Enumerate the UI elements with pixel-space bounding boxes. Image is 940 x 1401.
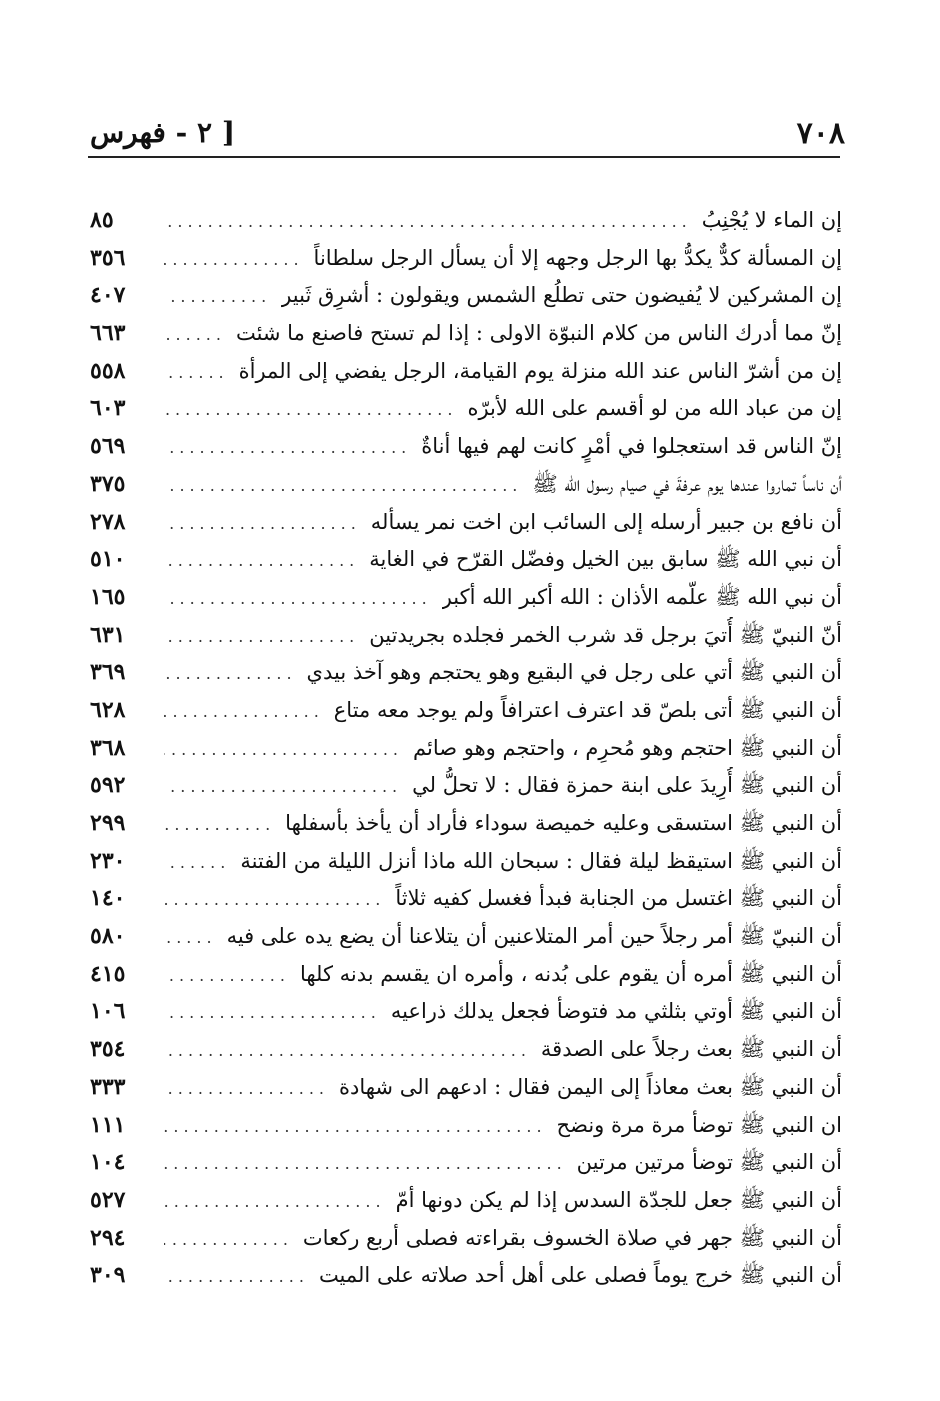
dot-leader [164,1108,547,1146]
entry-text: أن النبي ﷺ بعث معاذاً إلى اليمن فقال : ادعهم الى شهادة [339,1074,842,1099]
index-entry [90,692,842,730]
index-entry [90,918,842,956]
entry-text: أن نبي الله ﷺ علّمه الأذان : الله أكبر الله أكبر [441,584,842,609]
dot-leader [164,768,402,806]
entry-page-number: ٥٢٧ [90,1186,126,1213]
index-entry [90,541,842,579]
entry-text: إن من أشرّ الناس عند الله منزلة يوم القيامة، الرجل يفضي إلى المرأة [238,358,842,383]
index-entry [90,315,842,353]
entry-page-number: ١٠٦ [90,998,126,1025]
entry-text: أن النبيّ ﷺ أمر رجلاً حين أمر المتلاعنين أن يتلاعنا أن يضع يده على فيه [226,924,842,949]
section-title: [ ٢ - فهرس [90,116,236,149]
index-entry [90,1107,842,1145]
entry-page-number: ٥٥٨ [90,357,126,384]
entry-page-number: ١٠٤ [90,1149,126,1176]
entry-page-number: ٥٩٢ [90,772,126,799]
dot-leader [164,1221,293,1259]
index-entry [90,277,842,315]
entry-page-number: ٣٥٤ [90,1036,126,1063]
entry-page-number: ٢٣٠ [90,847,126,874]
entry-page-number: ٣٥٦ [90,244,126,271]
entry-text: أن النبي ﷺ أُرِيدَ على ابنة حمزة فقال : لا تحلُّ لي [412,773,842,798]
dot-leader [164,429,411,467]
index-entry [90,767,842,805]
entry-text: إن من عباد الله من لو أقسم على الله لأبرّه [467,396,842,421]
dot-leader [164,919,217,957]
dot-leader [164,1145,567,1183]
entry-text: أنّ النبيّ ﷺ أُتيَ برجل قد شرب الخمر فجلده بجريدتين [369,622,842,647]
index-entry [90,353,842,391]
entry-page-number: ٣٧٥ [90,470,126,497]
dot-leader [164,731,403,769]
entry-text: أن النبي ﷺ استسقى وعليه خميصة سوداء فأراد أن يأخذ بأسفلها [285,811,842,835]
dot-leader [164,542,359,580]
index-entry [90,730,842,768]
index-entry [90,466,842,504]
entry-text: إنّ مما أدرك الناس من كلام النبوّة الاولى : إذا لم تستح فاصنع ما شئت [235,321,842,346]
dot-leader [164,806,275,844]
entry-text: إن المشركين لا يُفيضون حتى تطلُع الشمس ويقولون : أشرِق ثَبير [281,283,842,308]
dot-leader [164,354,229,392]
index-entry [90,579,842,617]
entry-page-number: ٢٧٨ [90,508,126,535]
dot-leader [164,1183,386,1221]
entry-text: أن النبي ﷺ أوتي بثلثي مد فتوضأ فجعل يدلك ذراعيه [390,999,842,1024]
index-entry [90,1257,842,1295]
entry-text: أن النبي ﷺ استيقظ ليلة فقال : سبحان الله ماذا أنزل الليلة من الفتنة [240,848,842,873]
index-entry [90,1031,842,1069]
entry-text: أن النبي ﷺ بعث رجلاً على الصدقة [540,1037,842,1062]
dot-leader [164,881,385,919]
dot-leader [164,994,381,1032]
index-entry [90,390,842,428]
dot-leader [164,693,324,731]
entry-text: ان النبي ﷺ توضأ مرة مرة ونضح [556,1112,842,1137]
dot-leader [164,278,271,316]
entry-page-number: ١٤٠ [90,885,126,912]
entry-page-number: ٣٠٩ [90,1262,126,1289]
entry-page-number: ٣٦٩ [90,659,126,686]
entry-text: أن النبي ﷺ أمره أن يقوم على بُدنه ، وأمره ان يقسم بدنه كلها [299,961,842,986]
index-entry [90,880,842,918]
entry-text: أن النبي ﷺ احتجم وهو مُحرِم ، واحتجم وهو صائم [413,735,842,760]
entry-page-number: ٢٩٩ [90,810,126,836]
entry-page-number: ٦٦٣ [90,320,126,347]
entry-page-number: ٤٠٧ [90,282,126,309]
entry-page-number: ٦٠٣ [90,395,126,422]
index-entry [90,1220,842,1258]
dot-leader [164,1032,531,1070]
entry-text: أن النبي ﷺ جهر في صلاة الخسوف بقراءته فصلى أربع ركعات [302,1225,842,1250]
index-entry [90,240,842,278]
dot-leader [164,844,230,882]
dot-leader [164,391,457,429]
entry-page-number: ٤١٥ [90,960,126,987]
entry-text: أن نبي الله ﷺ سابق بين الخيل وفضّل القرّح في الغاية [369,547,842,572]
entry-text: أن النبي ﷺ أتي على رجل في البقيع وهو يحتجم وهو آخذ بيدي [306,660,842,685]
entry-page-number: ٥١٠ [90,546,126,573]
entry-text: أن ناساً تماروا عندها يوم عرفةَ في صيام رسول الله ﷺ [532,471,842,496]
index-entry [90,805,842,843]
dot-leader [164,1070,329,1108]
dot-leader [164,316,226,354]
dot-leader [164,241,304,279]
index-entry [90,654,842,692]
entry-page-number: ٦٣١ [90,621,126,648]
entry-text: أن النبي ﷺ اغتسل من الجنابة فبدأ فغسل كفيه ثلاثاً [395,886,842,911]
index-entry [90,1069,842,1107]
entry-text: أن النبي ﷺ خرج يوماً فصلى على أهل أحد صلاته على الميت [318,1263,842,1288]
entry-text: أن النبي ﷺ أتى بلصّ قد اعترف اعترافاً ولم يوجد معه متاع [333,697,842,722]
dot-leader [164,655,297,693]
dot-leader [164,580,432,618]
entry-page-number: ٣٣٣ [90,1073,126,1100]
entry-text: إن الماء لا يُجْنِبُ [701,208,842,232]
index-entry [90,617,842,655]
dot-leader [164,957,290,995]
dot-leader [164,1258,309,1296]
entry-text: إن المسألة كدٌّ يكدُّ بها الرجل وجهه إلا أن يسأل الرجل سلطاناً [313,245,842,270]
entry-page-number: ٢٩٤ [90,1224,126,1251]
index-entry [90,843,842,881]
entry-page-number: ٥٦٩ [90,433,126,460]
page-header [90,112,845,156]
entry-page-number: ٥٨٠ [90,923,126,950]
index-entry [90,504,842,542]
entry-page-number: ٨٥ [90,207,114,233]
index-entry [90,428,842,466]
dot-leader [164,618,359,656]
entry-text: أن النبي ﷺ توضأ مرتين مرتين [576,1150,842,1175]
entry-page-number: ٣٦٨ [90,734,126,761]
dot-leader [164,505,361,543]
index-entry [90,202,842,240]
entry-text: إنّ الناس قد استعجلوا في أمْرٍ كانت لهم فيها أناةٌ [421,434,842,459]
index-entry [90,1182,842,1220]
dot-leader [164,467,522,505]
index-entry [90,1144,842,1182]
index-entry [90,993,842,1031]
dot-leader [164,203,692,241]
index-entry [90,956,842,994]
page-number: ٧٠٨ [796,116,845,151]
header-rule [88,156,840,158]
entry-text: أن النبي ﷺ جعل للجدّة السدس إذا لم يكن دونها أمّ [395,1187,842,1212]
entry-page-number: ١١١ [90,1111,126,1138]
index-list [90,202,842,1295]
entry-text: أن نافع بن جبير أرسله إلى السائب ابن اخت نمر يسأله [370,509,842,534]
entry-page-number: ١٦٥ [90,583,126,610]
entry-page-number: ٦٢٨ [90,696,126,723]
